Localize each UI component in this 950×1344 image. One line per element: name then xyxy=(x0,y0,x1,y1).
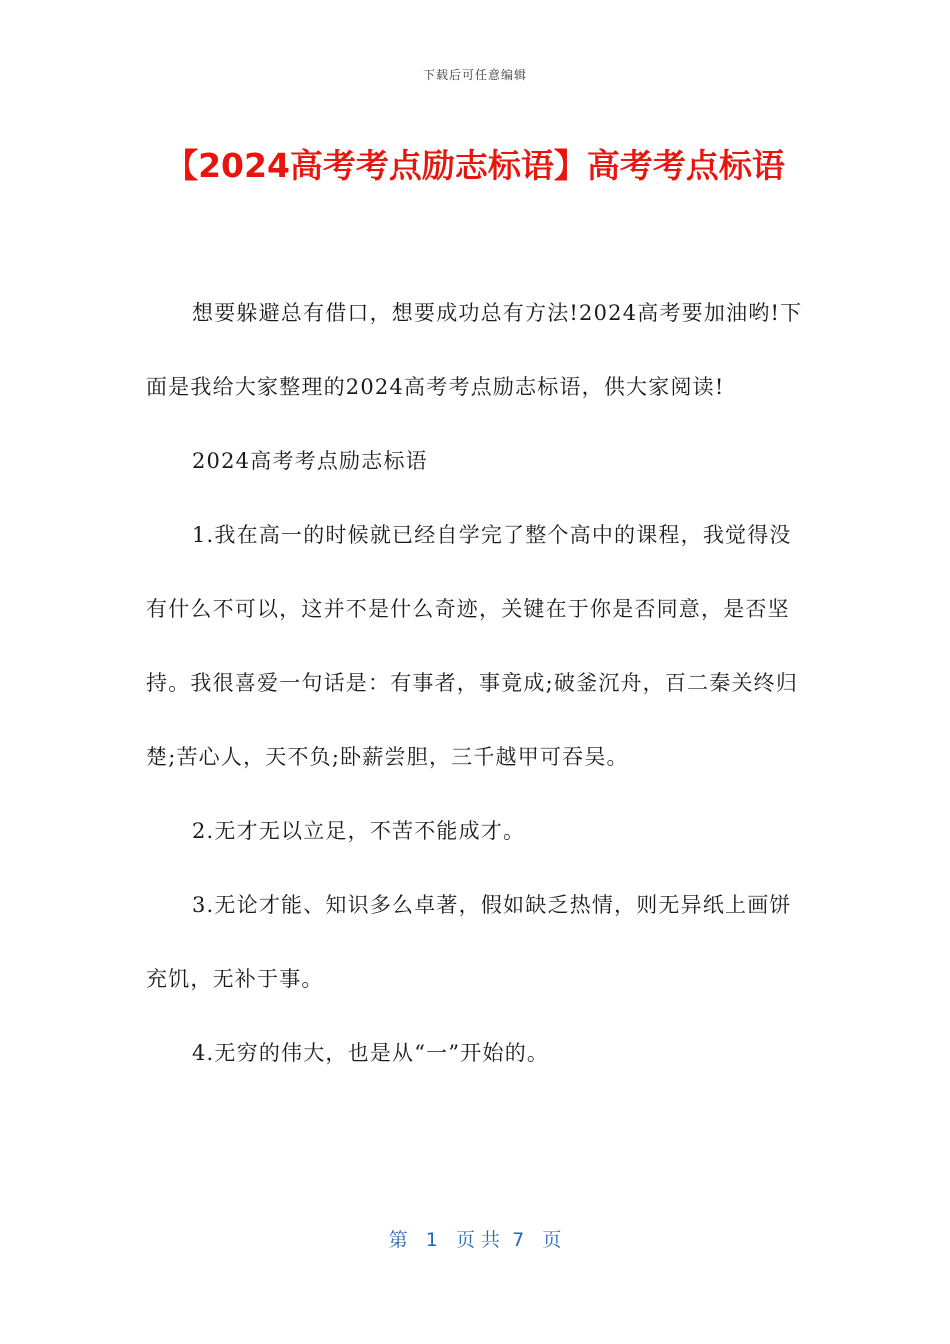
footer-prefix: 第 xyxy=(388,1229,408,1251)
paragraph-intro: 想要躲避总有借口，想要成功总有方法!2024高考要加油哟!下面是我给大家整理的2024高考考点励志标语，供大家阅读! xyxy=(146,301,803,399)
footer-total-pages: 7 xyxy=(512,1229,525,1251)
footer-suffix: 页 xyxy=(542,1229,562,1251)
document-body xyxy=(146,276,811,1090)
paragraph-item-4: 4.无穷的伟大，也是从“一”开始的。 xyxy=(192,1041,550,1065)
paragraph-item-2: 2.无才无以立足，不苦不能成才。 xyxy=(192,819,526,843)
footer-middle: 页 共 xyxy=(455,1229,501,1251)
section-heading: 2024高考考点励志标语 xyxy=(192,449,428,473)
paragraph-item-1: 1.我在高一的时候就已经自学完了整个高中的课程，我觉得没有什么不可以，这并不是什么奇迹，关键在于你是否同意，是否坚持。我很喜爱一句话是：有事者，事竟成;破釜沉舟，百二秦关终归楚;苦心人，天不负;卧薪尝胆，三千越甲可吞吴。 xyxy=(146,523,799,769)
footer-current-page: 1 xyxy=(425,1229,438,1251)
header-note: 下载后可任意编辑 xyxy=(422,68,527,82)
paragraph-item-3: 3.无论才能、知识多么卓著，假如缺乏热情，则无异纸上画饼充饥，无补于事。 xyxy=(146,893,792,991)
page-number-footer xyxy=(0,1225,950,1252)
document-title: 【2024高考考点励志标语】高考考点标语 xyxy=(165,146,785,185)
